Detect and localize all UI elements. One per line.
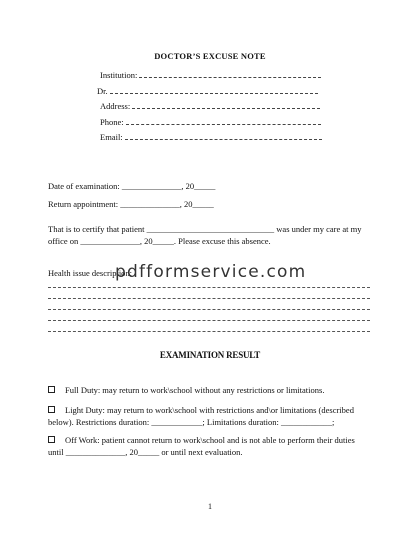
- institution-field[interactable]: [100, 70, 321, 80]
- email-line[interactable]: [125, 138, 322, 140]
- off-work-checkbox[interactable]: [48, 436, 55, 443]
- email-label: Email:: [100, 132, 123, 142]
- page-number: 1: [208, 502, 212, 511]
- return-appointment[interactable]: Return appointment: ______________, 20_____: [48, 199, 214, 209]
- institution-label: Institution:: [100, 70, 138, 80]
- institution-line[interactable]: [139, 76, 321, 78]
- certify-line-2: office on ______________, 20_____. Please excuse this absence.: [48, 236, 271, 246]
- section-title: EXAMINATION RESULT: [159, 350, 261, 360]
- phone-field[interactable]: [100, 117, 321, 127]
- address-line[interactable]: [132, 107, 320, 109]
- light-duty-option[interactable]: [48, 404, 372, 428]
- full-duty-option[interactable]: [48, 384, 372, 396]
- doctor-field[interactable]: [97, 86, 318, 96]
- full-duty-checkbox[interactable]: [48, 386, 55, 393]
- health-line-5[interactable]: [48, 331, 370, 332]
- health-line-2[interactable]: [48, 298, 370, 299]
- watermark: pdfformservice.com: [115, 262, 307, 282]
- off-work-option[interactable]: [48, 434, 372, 458]
- address-label: Address:: [100, 101, 131, 111]
- address-field[interactable]: [100, 101, 320, 111]
- full-duty-text: Full Duty: may return to work\school without any restrictions or limitations.: [65, 385, 325, 395]
- light-duty-text: Light Duty: may return to work\school with restrictions and\or limitations (described below). Restrictions duration: ____________; Limitations duration: ____________;: [48, 405, 354, 427]
- doctor-line[interactable]: [110, 92, 318, 94]
- email-field[interactable]: [100, 132, 322, 142]
- health-line-3[interactable]: [48, 309, 370, 310]
- health-line-4[interactable]: [48, 320, 370, 321]
- health-issue-label: Health issue description:: [48, 268, 133, 278]
- off-work-text: Off Work: patient cannot return to work\school and is not able to perform their duties until ______________, 20_____ or until next evaluation.: [48, 435, 355, 457]
- doctor-label: Dr.: [97, 86, 108, 96]
- light-duty-checkbox[interactable]: [48, 406, 55, 413]
- health-line-1[interactable]: [48, 287, 370, 288]
- phone-line[interactable]: [126, 123, 321, 125]
- page-title: DOCTOR’S EXCUSE NOTE: [154, 51, 266, 61]
- date-of-examination[interactable]: Date of examination: ______________, 20_____: [48, 181, 216, 191]
- phone-label: Phone:: [100, 117, 124, 127]
- certify-line-1: That is to certify that patient ______________________________ was under my care at my: [48, 224, 362, 234]
